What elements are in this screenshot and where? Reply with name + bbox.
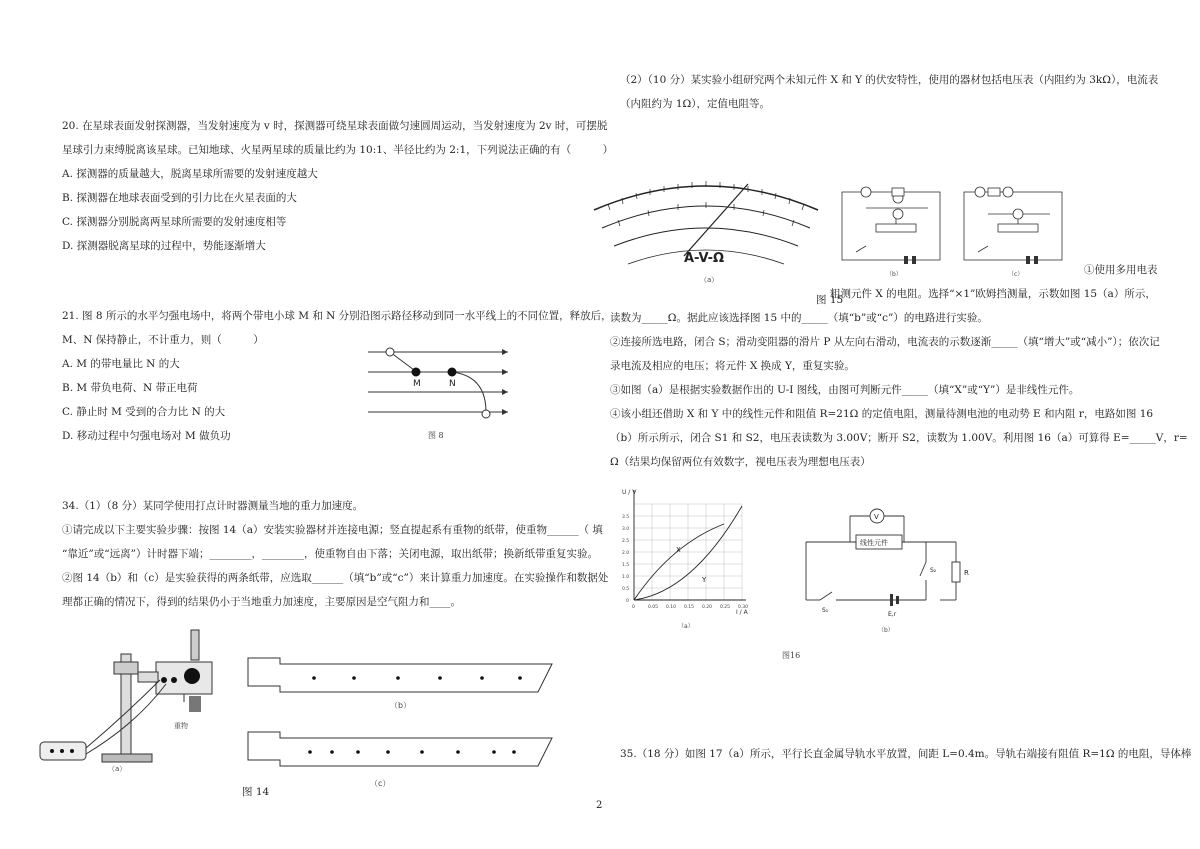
s1-label: S₁: [822, 607, 829, 614]
fig15a-label: （a）: [700, 276, 719, 284]
graph-xlabel: I / A: [736, 609, 748, 616]
xtick: 0.10: [666, 605, 677, 610]
fig16a-label: （a）: [678, 623, 694, 630]
figure-15-caption: 图 15: [816, 294, 844, 306]
fig14b-label: （b）: [390, 701, 412, 710]
q34-1-stem: 34.（1）（8 分）某同学使用打点计时器测量当地的重力加速度。: [62, 500, 364, 512]
ytick: 2.0: [622, 551, 630, 556]
q34-2-s1-line3: 读数为_____Ω。据此应该选择图 15 中的_____（填“b”或“c”）的电路进行实验。: [610, 312, 988, 324]
q34-2-stem-line2: （内阻约为 1Ω），定值电阻等。: [620, 98, 770, 110]
ytick: 1.0: [622, 575, 630, 580]
fig15b-label: （b）: [886, 271, 902, 278]
q34-1-line1: ①请完成以下主要实验步骤：按图 14（a）安装实验器材并连接电源；竖直提起系有重物的纸带，使重物______（ 填: [62, 524, 603, 536]
v-scale-arc: [602, 206, 810, 228]
weight-label: 重物: [174, 722, 188, 730]
path-m: [390, 352, 414, 370]
q34-2-s2-line1: ②连接所选电路，闭合 S；滑动变阻器的滑片 P 从左向右滑动，电流表的示数逐渐_____（填“增大”或“减小”）；依次记: [610, 336, 1160, 348]
ytick: 0: [626, 599, 629, 604]
figure-15a-multimeter-scale: [588, 176, 824, 288]
fig14c-label: （c）: [370, 779, 391, 788]
figure-15c-circuit: [958, 184, 1070, 278]
xtick: 0.05: [648, 605, 659, 610]
q35-line1: 35.（18 分）如图 17（a）所示，平行长直金属导轨水平放置，间距 L=0.4m。导轨右端接有阻值 R=1Ω 的电阻，导体棒: [620, 748, 1192, 760]
q34-2-s3-line: ③如图（a）是根据实验数据作出的 U-I 图线，由图可判断元件_____（填“X”或“Y”）是非线性元件。: [610, 384, 1080, 396]
page-number: 2: [596, 800, 603, 811]
q20-option-b: B. 探测器在地球表面受到的引力比在火星表面的大: [62, 192, 297, 204]
graph-ylabel: U / V: [622, 489, 637, 496]
q20-option-c: C. 探测器分别脱离两星球所需要的发射速度相等: [62, 216, 287, 228]
figure-16-caption: 图16: [782, 651, 801, 660]
q21-option-b: B. M 带负电荷、N 带正电荷: [62, 382, 198, 394]
weight: [189, 696, 201, 712]
q34-2-s4-line2: （b）所示所示，闭合 S1 和 S2，电压表读数为 3.00V；断开 S2，读数为 1.00V。利用图 16（a）可算得 E=_____V，r=: [610, 432, 1188, 444]
fig15c-label: （c）: [1008, 271, 1024, 278]
series-y-label: Y: [702, 576, 707, 584]
stand-base: [102, 754, 152, 762]
ytick: 0.5: [622, 587, 630, 592]
q21-option-a: A. M 的带电量比 N 的大: [62, 358, 180, 370]
meter-needle: [684, 184, 748, 256]
q20-option-a: A. 探测器的质量越大，脱离星球所需要的发射速度越大: [62, 168, 318, 180]
xtick: 0.15: [684, 605, 695, 610]
q20-option-d: D. 探测器脱离星球的过程中，势能逐渐增大: [62, 240, 266, 252]
q34-2-s1-tail: ①使用多用电表: [1084, 264, 1158, 276]
figure-16b-circuit: [800, 500, 972, 638]
q21-option-c: C. 静止时 M 受到的合力比 N 的大: [62, 406, 226, 418]
q34-1-line3: ②图 14（b）和（c）是实验获得的两条纸带，应选取______（填“b”或“c”）来计算重力加速度。在实验操作和数据处: [62, 572, 609, 584]
figure-16a-ui-graph: [612, 482, 752, 632]
charge-m: [412, 368, 421, 377]
ytick: 2.5: [622, 539, 630, 544]
q34-1-line2: “靠近”或“远离”）计时器下端；________，________，使重物自由下落；关闭电源，取出纸带；换新纸带重复实验。: [62, 548, 598, 560]
linear-element-label: 线性元件: [860, 539, 888, 547]
figure-14a-apparatus: [36, 624, 226, 774]
figure-15b-circuit: [836, 184, 948, 278]
curve-x: [634, 524, 724, 600]
ytick: 3.5: [622, 515, 630, 520]
fig16b-label: （b）: [878, 627, 894, 634]
q21-stem-line1: 21. 图 8 所示的水平匀强电场中，将两个带电小球 M 和 N 分别沿图示路径移动到同一水平线上的不同位置，释放后，: [62, 310, 612, 322]
q34-1-line4: 理都正确的情况下，得到的结果仍小于当地重力加速度，主要原因是空气阻力和____。: [62, 596, 461, 608]
switch-s2: [920, 562, 926, 576]
battery-icon: [890, 594, 893, 606]
xtick: 0.25: [720, 605, 731, 610]
s2-label: S₂: [930, 567, 937, 574]
q21-option-d: D. 移动过程中匀强电场对 M 做负功: [62, 430, 231, 442]
q34-2-s4-line3: Ω（结果均保留两位有效数字，视电压表为理想电压表）: [610, 456, 871, 468]
q21-stem-line2: M、N 保持静止，不计重力，则（ ）: [62, 334, 264, 346]
ytick: 1.5: [622, 563, 630, 568]
voltmeter-label: V: [874, 513, 879, 521]
figure-8-caption: 图 8: [428, 431, 444, 440]
voltmeter-icon: [1013, 209, 1023, 219]
figure-14b-tape: [246, 656, 556, 712]
q34-2-s1-line2: 粗测元件 X 的电阻。选择“×1”欧姆挡测量，示数如图 15（a）所示，: [830, 288, 1156, 300]
figure-14-caption: 图 14: [242, 786, 270, 798]
q34-2-s4-line1: ④该小组还借助 X 和 Y 中的线性元件和阻值 R=21Ω 的定值电阻，测量待测电池的电动势 E 和内阻 r，电路如图 16: [610, 408, 1154, 420]
switch-s1: [820, 592, 832, 600]
q20-stem-line2: 星球引力束缚脱离该星球。已知地球、火星两星球的质量比约为 10:1、半径比约为 2:1，下列说法正确的有（ ）: [62, 144, 614, 156]
q34-2-s2-line2: 录电流及相应的电压；将元件 X 换成 Y，重复实验。: [610, 360, 855, 372]
resistor-label: R: [964, 569, 969, 577]
ytick: 3.0: [622, 527, 630, 532]
label-m: M: [413, 379, 421, 389]
xtick: 0: [632, 605, 635, 610]
q34-2-stem-line1: （2）（10 分）某实验小组研究两个未知元件 X 和 Y 的伏安特性，使用的器材包括电压表（内阻约为 3kΩ），电流表: [620, 74, 1159, 86]
q20-stem-line1: 20. 在星球表面发射探测器，当发射速度为 v 时，探测器可绕星球表面做匀速圆周运动，当发射速度为 2v 时，可摆脱: [62, 120, 608, 132]
ammeter-icon: [975, 187, 985, 197]
meter-face-text: A-V-Ω: [684, 251, 725, 266]
xtick: 0.20: [702, 605, 713, 610]
xtick: 0.30: [738, 605, 749, 610]
charge-n: [448, 368, 457, 377]
label-n: N: [449, 379, 456, 389]
figure-14c-tape: [246, 730, 556, 790]
resistor-r: [952, 562, 960, 582]
fig14a-label: （a）: [108, 765, 127, 773]
ammeter-icon: [861, 187, 871, 197]
battery-label: E,r: [888, 611, 897, 618]
series-x-label: X: [676, 546, 681, 554]
